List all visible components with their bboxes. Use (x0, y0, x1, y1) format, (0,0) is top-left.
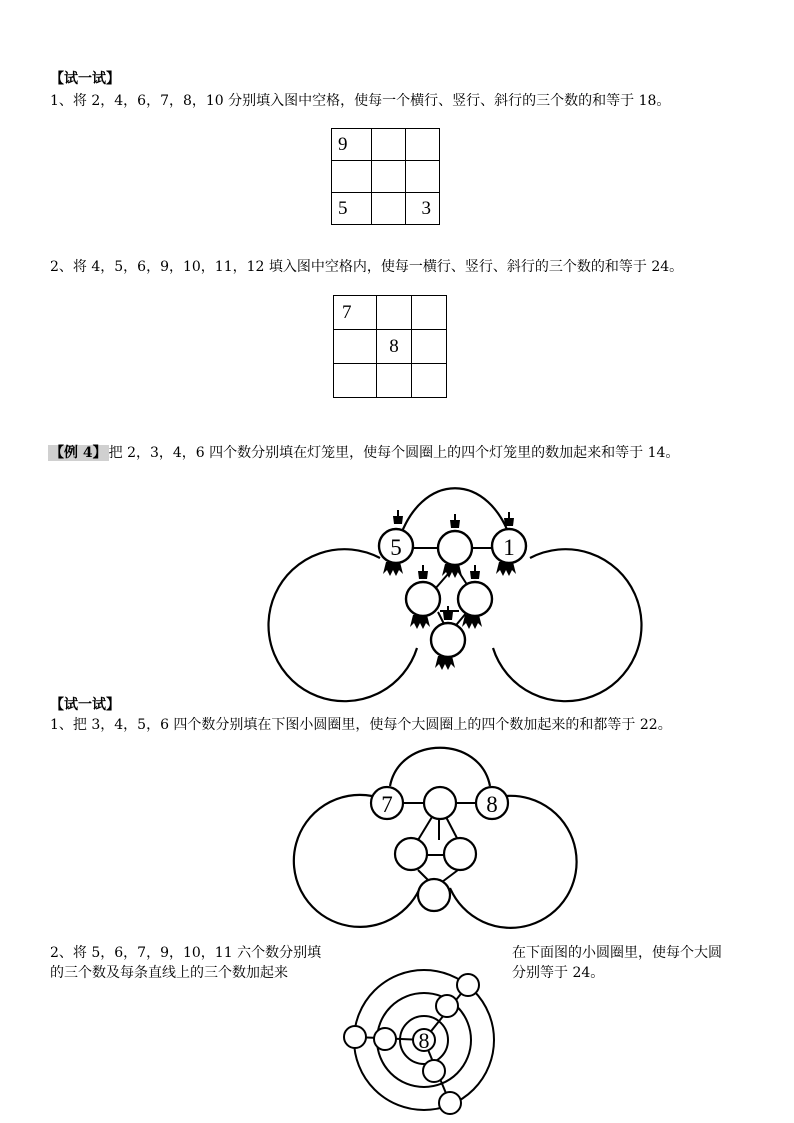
question-4-text-left-2: 的三个数及每条直线上的三个数加起来 (50, 965, 288, 981)
example-4-text: 把 2，3，4，6 四个数分别填在灯笼里，使每个圆圈上的四个灯笼里的数加起来和等于 14。 (108, 445, 680, 461)
grid-cell[interactable] (377, 296, 412, 330)
lantern[interactable] (438, 514, 472, 578)
three-circle-diagram (350, 748, 525, 913)
question-1-text: 1、将 2，4，6，7，8，10 分别填入图中空格，使每一个横行、竖行、斜行的三个数的和等于 18。 (50, 93, 671, 109)
small-circle[interactable] (457, 974, 479, 996)
magic-square-2 (333, 295, 447, 398)
circle-value: 7 (381, 792, 393, 817)
lanterns (379, 510, 526, 670)
small-circle[interactable] (374, 1028, 396, 1050)
lantern-diagram (355, 490, 555, 675)
small-circle[interactable] (424, 787, 456, 819)
section-header: 【试一试】 (50, 71, 120, 87)
grid-cell[interactable] (332, 161, 372, 193)
grid-cell[interactable] (412, 296, 447, 330)
grid-cell[interactable]: 5 (332, 193, 372, 225)
lantern-value: 1 (503, 535, 515, 560)
concentric-diagram (335, 968, 505, 1118)
small-circle[interactable] (436, 995, 458, 1017)
grid-cell[interactable]: 8 (377, 330, 412, 364)
small-circle[interactable] (344, 1026, 366, 1048)
grid-cell[interactable] (406, 161, 440, 193)
grid-cell[interactable] (377, 364, 412, 398)
grid-cell[interactable] (372, 193, 406, 225)
small-circle[interactable] (444, 838, 476, 870)
grid-cell[interactable] (372, 161, 406, 193)
lantern[interactable] (431, 606, 465, 670)
grid-cell[interactable] (412, 330, 447, 364)
lantern-value: 5 (390, 535, 402, 560)
question-3-text: 1、把 3，4，5，6 四个数分别填在下图小圆圈里，使每个大圆圈上的四个数加起来的和都等于 22。 (50, 717, 672, 733)
grid-cell[interactable]: 7 (334, 296, 377, 330)
small-circle[interactable] (395, 838, 427, 870)
small-circle[interactable] (418, 879, 450, 911)
example-4-line (48, 444, 679, 462)
question-4-text-left-1: 2、将 5，6，7，9，10，11 六个数分别填 (50, 945, 322, 961)
grid-cell[interactable]: 3 (406, 193, 440, 225)
grid-cell[interactable] (412, 364, 447, 398)
magic-square-1 (331, 128, 440, 225)
circle-value: 8 (486, 792, 498, 817)
question-4-text-right-1: 在下面图的小圆圈里，使每个大圆 (512, 945, 722, 961)
grid-cell[interactable] (406, 129, 440, 161)
grid-cell[interactable] (334, 330, 377, 364)
center-value: 8 (418, 1028, 430, 1053)
question-4-text-right-2: 分别等于 24。 (512, 965, 605, 981)
grid-cell[interactable] (372, 129, 406, 161)
grid-cell[interactable]: 9 (332, 129, 372, 161)
small-circle[interactable] (423, 1060, 445, 1082)
example-tag: 【例 4】 (50, 445, 107, 461)
small-circle[interactable] (439, 1092, 461, 1114)
question-2-text: 2、将 4，5，6，9，10，11，12 填入图中空格内，使每一横行、竖行、斜行的三个数的和等于 24。 (50, 259, 684, 275)
lantern[interactable] (458, 565, 492, 629)
lantern[interactable] (406, 565, 440, 629)
grid-cell[interactable] (334, 364, 377, 398)
section-header: 【试一试】 (50, 697, 120, 713)
